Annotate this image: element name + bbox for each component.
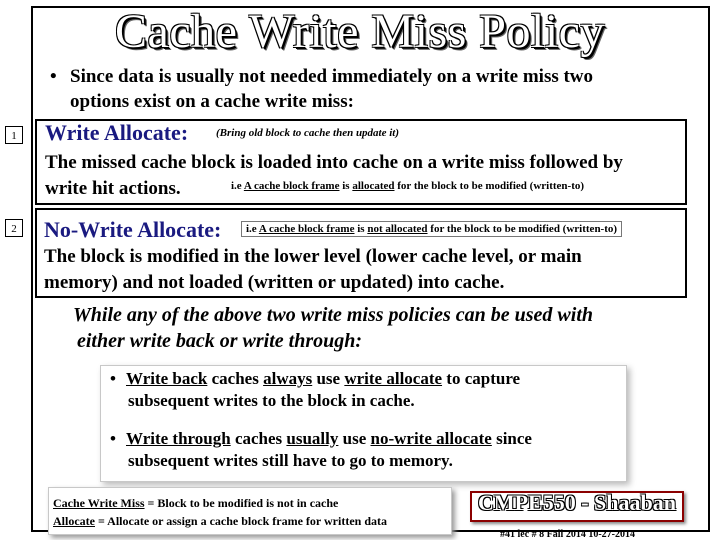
definition-text: = Allocate or assign a cache block frame for written data xyxy=(97,514,387,528)
text: use xyxy=(316,369,341,388)
no-write-allocate-title: No-Write Allocate: xyxy=(44,217,222,242)
write-allocate-line-2: write hit actions. xyxy=(45,178,181,199)
text: use xyxy=(342,429,367,448)
term: Write back xyxy=(126,369,208,388)
note-line-2: either write back or write through: xyxy=(77,330,363,352)
no-write-allocate-line-1: The block is modified in the lower level (lower cache level, or main xyxy=(44,246,582,267)
ie-term: allocated xyxy=(352,180,395,192)
write-allocate-note: (Bring old block to cache then update it) xyxy=(216,127,400,139)
ie-term: A cache block frame xyxy=(258,223,355,235)
option-number-2: 2 xyxy=(5,219,23,237)
text: to capture xyxy=(446,369,521,388)
write-allocate-line-1: The missed cache block is loaded into cache on a write miss followed by xyxy=(45,152,623,173)
intro-bullet: • xyxy=(50,66,57,87)
definition-allocate xyxy=(53,514,387,529)
option-number-1: 1 xyxy=(5,126,23,144)
term: Write through xyxy=(126,429,231,448)
intro-line-1: Since data is usually not needed immediately on a write miss two xyxy=(70,66,594,87)
slide-footer: #41 lec # 8 Fall 2014 10-27-2014 xyxy=(500,529,635,540)
definition-cache-write-miss xyxy=(53,496,338,511)
text: since xyxy=(496,429,532,448)
no-write-allocate-line-2: memory) and not loaded (written or updated) into cache. xyxy=(44,272,505,293)
write-back-item xyxy=(110,368,620,412)
ie-term: not allocated xyxy=(367,223,428,235)
course-brand: CMPE550 - Shaaban xyxy=(477,490,677,515)
item-bullet: • xyxy=(110,369,116,388)
ie-prefix: i.e xyxy=(246,223,257,235)
ie-prefix: i.e xyxy=(231,180,242,192)
ie-mid: is xyxy=(357,223,365,235)
item-bullet: • xyxy=(110,429,116,448)
definition-term: Allocate xyxy=(53,514,95,528)
intro-line-2: options exist on a cache write miss: xyxy=(70,91,354,112)
item-line-2: subsequent writes still have to go to memory. xyxy=(128,451,453,470)
ie-suffix: for the block to be modified (written-to) xyxy=(430,223,618,235)
term: write allocate xyxy=(344,369,443,388)
text: caches xyxy=(234,429,283,448)
ie-term: A cache block frame xyxy=(243,180,340,192)
policy-compatibility-note xyxy=(73,302,693,354)
item-line-1 xyxy=(126,368,620,390)
item-line-2: subsequent writes to the block in cache. xyxy=(128,391,415,410)
text: caches xyxy=(211,369,259,388)
term: usually xyxy=(286,429,339,448)
item-line-1 xyxy=(126,428,620,450)
intro-text xyxy=(50,64,700,114)
ie-suffix: for the block to be modified (written-to) xyxy=(397,180,585,192)
definition-term: Cache Write Miss xyxy=(53,496,145,510)
write-through-item xyxy=(110,428,620,472)
term: always xyxy=(263,369,313,388)
write-allocate-title: Write Allocate: xyxy=(45,120,189,145)
slide-title: Cache Write Miss Policy xyxy=(115,5,605,58)
ie-mid: is xyxy=(342,180,350,192)
term: no-write allocate xyxy=(370,429,492,448)
definition-text: = Block to be modified is not in cache xyxy=(147,496,339,510)
no-write-allocate-ie-note xyxy=(241,221,622,237)
note-line-1: While any of the above two write miss policies can be used with xyxy=(73,304,593,326)
write-allocate-ie-note xyxy=(231,180,584,192)
